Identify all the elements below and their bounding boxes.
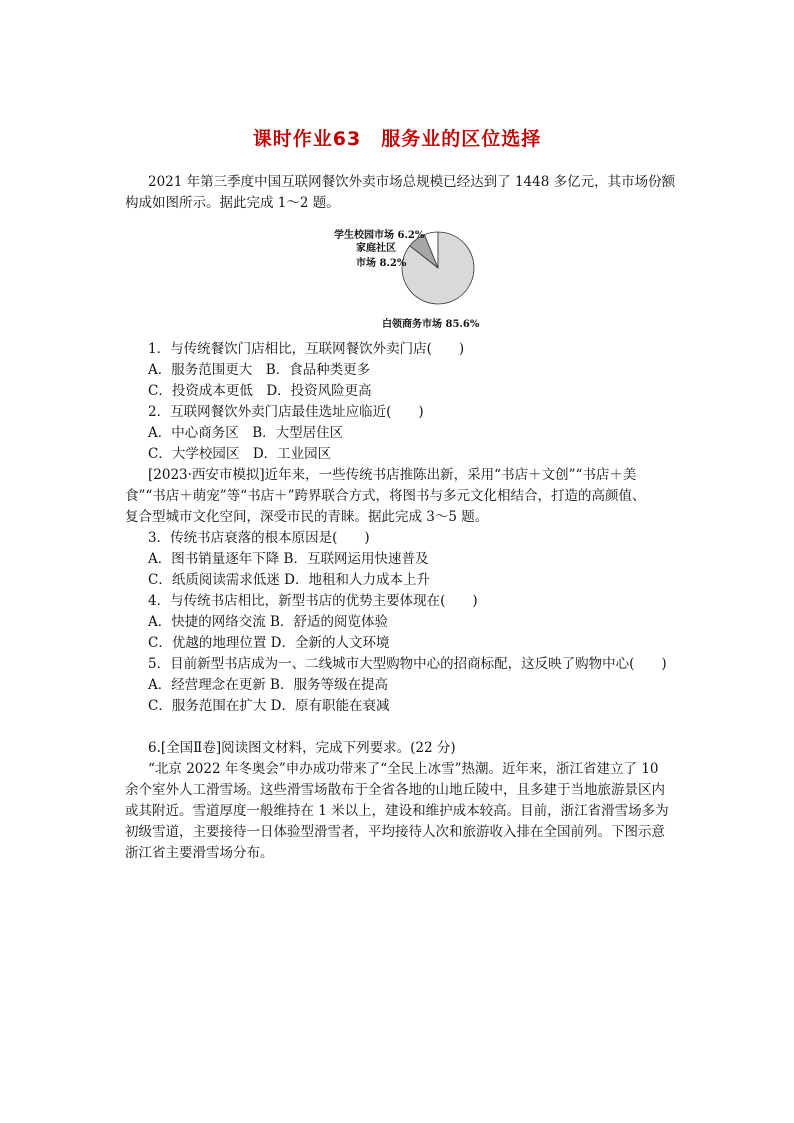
label-student-market: 学生校园市场 6.2% bbox=[334, 230, 425, 241]
question-6-line-4: 初级雪道，主要接待一日体验型滑雪者，平均接待人次和旅游收入排在全国前列。下图示意 bbox=[125, 824, 665, 840]
question-4: 4．与传统书店相比，新型书店的优势主要体现在( ) bbox=[148, 593, 478, 609]
label-family-market-line1: 家庭社区 bbox=[356, 243, 396, 254]
question-6-line-5: 浙江省主要滑雪场分布。 bbox=[125, 845, 274, 861]
question-5: 5．目前新型书店成为一、二线城市大型购物中心的招商标配，这反映了购物中心( ) bbox=[148, 656, 667, 672]
label-family-market-line2: 市场 8.2% bbox=[356, 258, 407, 269]
question-2-options-ab: A．中心商务区 B．大型居住区 bbox=[148, 425, 344, 441]
label-white-collar-market: 白领商务市场 85.6% bbox=[382, 319, 480, 330]
intro-line-1: 2021 年第三季度中国互联网餐饮外卖市场总规模已经达到了 1448 多亿元，其市场份额 bbox=[148, 174, 676, 190]
question-6-line-3: 或其附近。雪道厚度一般维持在 1 米以上，建设和维护成本较高。目前，浙江省滑雪场多为 bbox=[125, 803, 669, 819]
question-4-options-cd: C．优越的地理位置 D．全新的人文环境 bbox=[148, 635, 390, 651]
question-1-options-cd: C．投资成本更低 D．投资风险更高 bbox=[148, 383, 372, 399]
question-5-options-cd: C．服务范围在扩大 D．原有职能在衰减 bbox=[148, 698, 390, 714]
question-5-options-ab: A．经营理念在更新 B．服务等级在提高 bbox=[148, 677, 388, 693]
question-6-heading: 6.[全国Ⅱ卷]阅读图文材料，完成下列要求。(22 分) bbox=[148, 740, 456, 756]
passage-2-line-3: 复合型城市文化空间，深受市民的青睐。据此完成 3～5 题。 bbox=[125, 509, 489, 525]
question-3-options-ab: A．图书销量逐年下降 B．互联网运用快速普及 bbox=[148, 551, 429, 567]
question-1: 1．与传统餐饮门店相比，互联网餐饮外卖门店( ) bbox=[148, 341, 465, 357]
question-6-line-1: “北京 2022 年冬奥会”申办成功带来了“全民上冰雪”热潮。近年来，浙江省建立了 10 bbox=[148, 761, 659, 777]
question-2-options-cd: C．大学校园区 D．工业园区 bbox=[148, 446, 332, 462]
passage-2-line-1: [2023·西安市模拟]近年来，一些传统书店推陈出新，采用“书店＋文创”“书店＋美 bbox=[148, 467, 637, 483]
passage-2-line-2: 食”“书店＋萌宠”等“书店＋”跨界联合方式，将图书与多元文化相结合，打造的高颜值、 bbox=[125, 488, 646, 504]
question-3-options-cd: C．纸质阅读需求低迷 D．地租和人力成本上升 bbox=[148, 572, 430, 588]
question-2: 2．互联网餐饮外卖门店最佳选址应临近( ) bbox=[148, 404, 424, 420]
pie-chart bbox=[320, 224, 520, 336]
question-4-options-ab: A．快捷的网络交流 B．舒适的阅览体验 bbox=[148, 614, 388, 630]
question-1-options-ab: A．服务范围更大 B．食品种类更多 bbox=[148, 362, 371, 378]
question-6-line-2: 余个室外人工滑雪场。这些滑雪场散布于全省各地的山地丘陵中，且多建于当地旅游景区内 bbox=[125, 782, 665, 798]
intro-line-2: 构成如图所示。据此完成 1～2 题。 bbox=[125, 195, 340, 211]
question-3: 3．传统书店衰落的根本原因是( ) bbox=[148, 530, 370, 546]
pie-chart-svg bbox=[320, 224, 520, 336]
page-title: 课时作业63 服务业的区位选择 bbox=[252, 128, 542, 150]
